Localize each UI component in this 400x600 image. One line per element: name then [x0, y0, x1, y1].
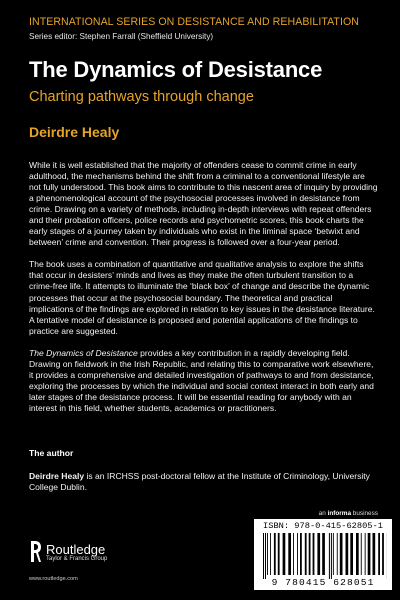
barcode-bar	[382, 533, 384, 575]
barcode-bar	[378, 533, 380, 575]
isbn-barcode-box	[254, 519, 392, 590]
barcode-bar	[283, 533, 286, 575]
barcode-bar	[274, 533, 276, 575]
blurb-paragraph-3-text: provides a key contribution in a rapidly developing field. Drawing on fieldwork in the Irish Republic, and relating this to comparative work elsewhere, it provides a comprehensive and detailed investigation of pathways to and from desistance, exploring the processes by which the individual and social context interact in both early and later stages of the desistance process. It will be essential reading for anybody with an interest in this field, whether students, academics or practitioners.	[29, 347, 374, 413]
about-author-name: Deirdre Healy	[29, 471, 85, 481]
barcode-bar	[300, 533, 302, 575]
publisher-group: Taylor & Francis Group	[46, 556, 108, 562]
barcode-bar	[305, 533, 307, 575]
informa-suffix: business	[351, 510, 378, 517]
barcode-number: 9 780415 628051	[271, 577, 375, 588]
barcode-bar	[373, 533, 376, 575]
series-name: INTERNATIONAL SERIES ON DESISTANCE AND REHABILITATION	[29, 16, 359, 28]
book-subtitle: Charting pathways through change	[29, 89, 254, 105]
barcode-bar	[340, 533, 343, 575]
blurb-paragraph-2: The book uses a combination of quantitative and qualitative analysis to explore the shifts that occur in desisters’ minds and lives as they make the often turbulent transition to a crime-free life. It attempts to illuminate the ‘black box’ of change and describe the dynamic processes that occur at the psychosocial boundary. The theoretical and practical implications of the findings are explored in relation to key issues in the desistance literature. A tentative model of desistance is proposed and potential applications of the findings to practice are suggested.	[29, 259, 375, 336]
publisher-website: www.routledge.com	[29, 576, 78, 582]
barcode-bar	[329, 533, 330, 579]
barcode	[261, 533, 387, 579]
barcode-bar	[267, 533, 268, 575]
publisher-name: Routledge	[46, 542, 106, 557]
barcode-bar	[333, 533, 334, 575]
informa-brand: informa	[327, 510, 351, 517]
barcode-bar	[278, 533, 280, 575]
barcode-bar	[263, 533, 264, 579]
barcode-bar	[313, 533, 315, 575]
blurb-book-title: The Dynamics of Desistance	[29, 347, 138, 358]
routledge-logo-icon	[29, 540, 41, 563]
blurb-paragraph-1: While it is well established that the majority of offenders cease to commit crime in early adulthood, the mechanisms behind the shift from a criminal to a conventional lifestyle are not fully understood. This book aims to contribute to this nascent area of inquiry by providing a phenomenological account of the psychosocial processes involved in desistance from crime. Drawing on a variety of methods, including in-depth interviews with repeat offenders and their probation officers, police records and psychometric scores, this book charts the early stages of a journey taken by individuals who exist in the liminal space ‘betwixt and between’ crime and convention. Their progress is followed over a four-year period.	[29, 160, 378, 248]
barcode-bar	[317, 533, 320, 575]
blurb	[29, 160, 379, 414]
about-author-bio: is an IRCHSS post-doctoral fellow at the Institute of Criminology, University College Dublin.	[29, 471, 370, 492]
barcode-bar	[297, 533, 298, 575]
about-author-text	[29, 471, 379, 493]
barcode-bar	[356, 533, 359, 575]
barcode-bar	[265, 533, 266, 579]
barcode-bar	[361, 533, 362, 575]
barcode-bar	[270, 533, 271, 575]
barcode-bar	[322, 533, 325, 575]
informa-prefix: an	[318, 510, 328, 517]
series-editor: Series editor: Stephen Farrall (Sheffield University)	[29, 32, 214, 41]
barcode-bar	[331, 533, 332, 579]
isbn-label: ISBN: 978-0-415-62805-1	[263, 521, 383, 531]
barcode-bar	[309, 533, 311, 575]
informa-tagline	[319, 510, 378, 517]
about-author-heading: The author	[29, 448, 74, 458]
blurb-paragraph-3	[29, 348, 379, 414]
book-author: Deirdre Healy	[29, 124, 120, 140]
barcode-bar	[293, 533, 294, 575]
book-title: The Dynamics of Desistance	[29, 57, 323, 82]
barcode-bar	[346, 533, 349, 575]
barcode-bar	[288, 533, 291, 575]
barcode-bar	[368, 533, 371, 575]
barcode-bar	[365, 533, 366, 575]
barcode-bar	[350, 533, 353, 575]
barcode-bar	[337, 533, 338, 575]
